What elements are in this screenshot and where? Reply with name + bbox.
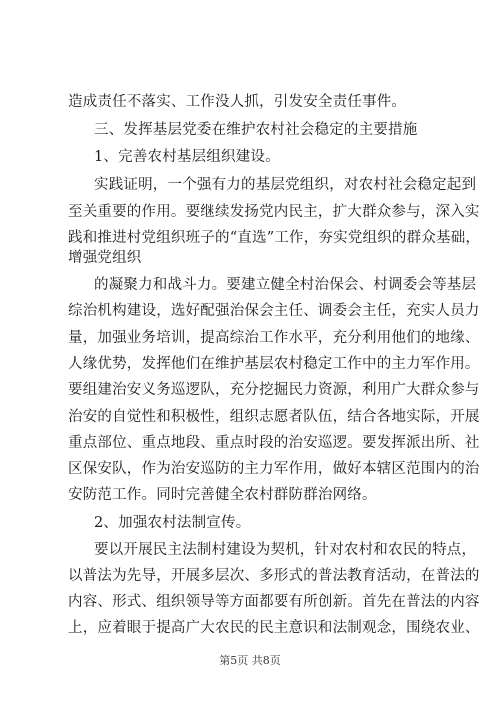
text-line: 践和推进村党组织班子的“直选”工作，夯实党组织的群众基础，: [68, 230, 481, 246]
text-line: 综治机构建设，选好配强治保会主任、调委会主任，充实人员力: [68, 303, 480, 319]
section-heading: 三、发挥基层党委在维护农村社会稳定的主要措施: [94, 122, 418, 138]
text-line: 安防范工作。同时完善健全农村群防群治网络。: [68, 487, 377, 503]
text-line: 内容、形式、组织领导等方面都要有所创新。首先在普法的内容: [68, 594, 480, 610]
text-line: 增强党组织: [68, 250, 142, 266]
text-line: 以普法为先导，开展多层次、多形式的普法教育活动，在普法的: [68, 568, 480, 584]
text-line: 的凝聚力和战斗力。要建立健全村治保会、村调委会等基层: [94, 277, 477, 293]
text-line: 要以开展民主法制村建设为契机，针对农村和农民的特点，: [94, 542, 477, 558]
text-line: 上，应着眼于提高广大农民的民主意识和法制观念，围绕农业、: [68, 620, 480, 636]
subsection-heading: 1、完善农村基层组织建设。: [94, 149, 280, 165]
text-line: 区保安队，作为治安巡防的主力军作用，做好本辖区范围内的治: [68, 461, 480, 477]
text-line: 重点部位、重点地段、重点时段的治安巡逻。要发挥派出所、社: [68, 435, 480, 451]
text-line: 人缘优势，发挥他们在维护基层农村稳定工作中的主力军作用。: [68, 356, 480, 372]
text-line: 造成责任不落实、工作没人抓，引发安全责任事件。: [68, 94, 407, 110]
text-line: 治安的自觉性和积极性，组织志愿者队伍，结合各地实际，开展: [68, 409, 480, 425]
page-number: 第5页 共8页: [219, 654, 281, 667]
subsection-heading: 2、加强农村法制宣传。: [94, 515, 251, 531]
text-line: 实践证明，一个强有力的基层党组织，对农村社会稳定起到: [94, 177, 477, 193]
text-line: 量，加强业务培训，提高综治工作水平，充分利用他们的地缘、: [68, 330, 480, 346]
text-line: 要组建治安义务巡逻队，充分挖掘民力资源，利用广大群众参与: [68, 382, 480, 398]
text-line: 至关重要的作用。要继续发扬党内民主，扩大群众参与，深入实: [68, 204, 480, 220]
